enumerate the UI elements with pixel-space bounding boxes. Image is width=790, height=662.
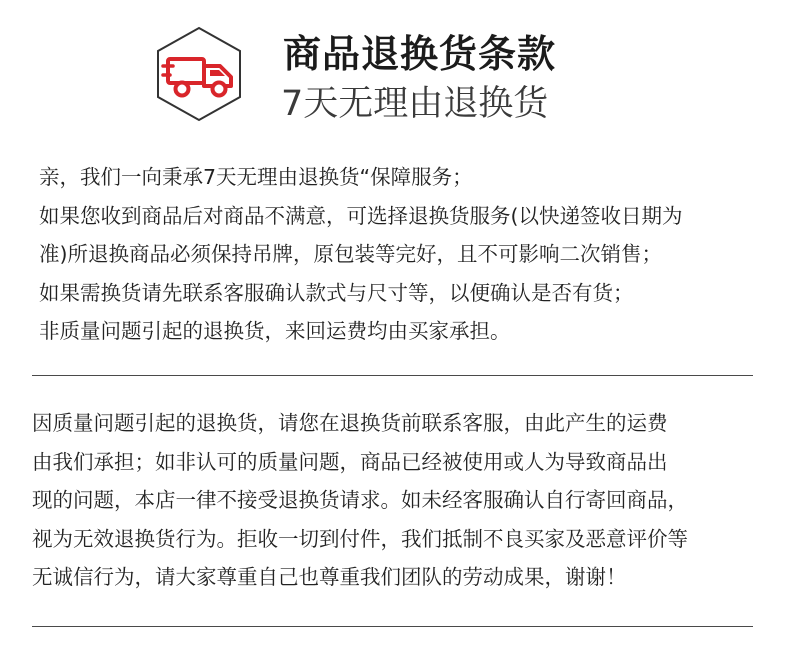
page-subtitle: 7天无理由退换货 [281, 84, 549, 124]
delivery-truck-icon [156, 26, 242, 122]
policy-line: 无诚信行为，请大家尊重自己也尊重我们团队的劳动成果，谢谢！ [32, 565, 627, 589]
policy-line: 现的问题，本店一律不接受退换货请求。如未经客服确认自行寄回商品， [32, 488, 688, 512]
page-title: 商品退换货条款 [283, 32, 557, 76]
quality-issue-section [32, 404, 758, 597]
policy-line: 准)所退换商品必须保持吊牌，原包装等完好，且不可影响二次销售； [39, 242, 662, 266]
policy-line: 视为无效退换货行为。拒收一切到付件，我们抵制不良买家及恶意评价等 [32, 526, 688, 551]
divider [32, 626, 753, 627]
policy-line: 因质量问题引起的退换货，请您在退换货前联系客服，由此产生的运费 [32, 411, 668, 435]
policy-line: 如果您收到商品后对商品不满意，可选择退换货服务(以快递签收日期为 [39, 203, 683, 228]
policy-line: 亲，我们一向秉承7天无理由退换货“保障服务； [39, 165, 473, 189]
policy-line: 非质量问题引起的退换货，来回运费均由买家承担。 [39, 319, 511, 343]
return-policy-section [39, 158, 765, 351]
divider [32, 375, 753, 376]
policy-line: 由我们承担；如非认可的质量问题，商品已经被使用或人为导致商品出 [32, 449, 668, 474]
policy-line: 如果需换货请先联系客服确认款式与尺寸等，以便确认是否有货； [39, 280, 634, 305]
header [0, 0, 790, 140]
